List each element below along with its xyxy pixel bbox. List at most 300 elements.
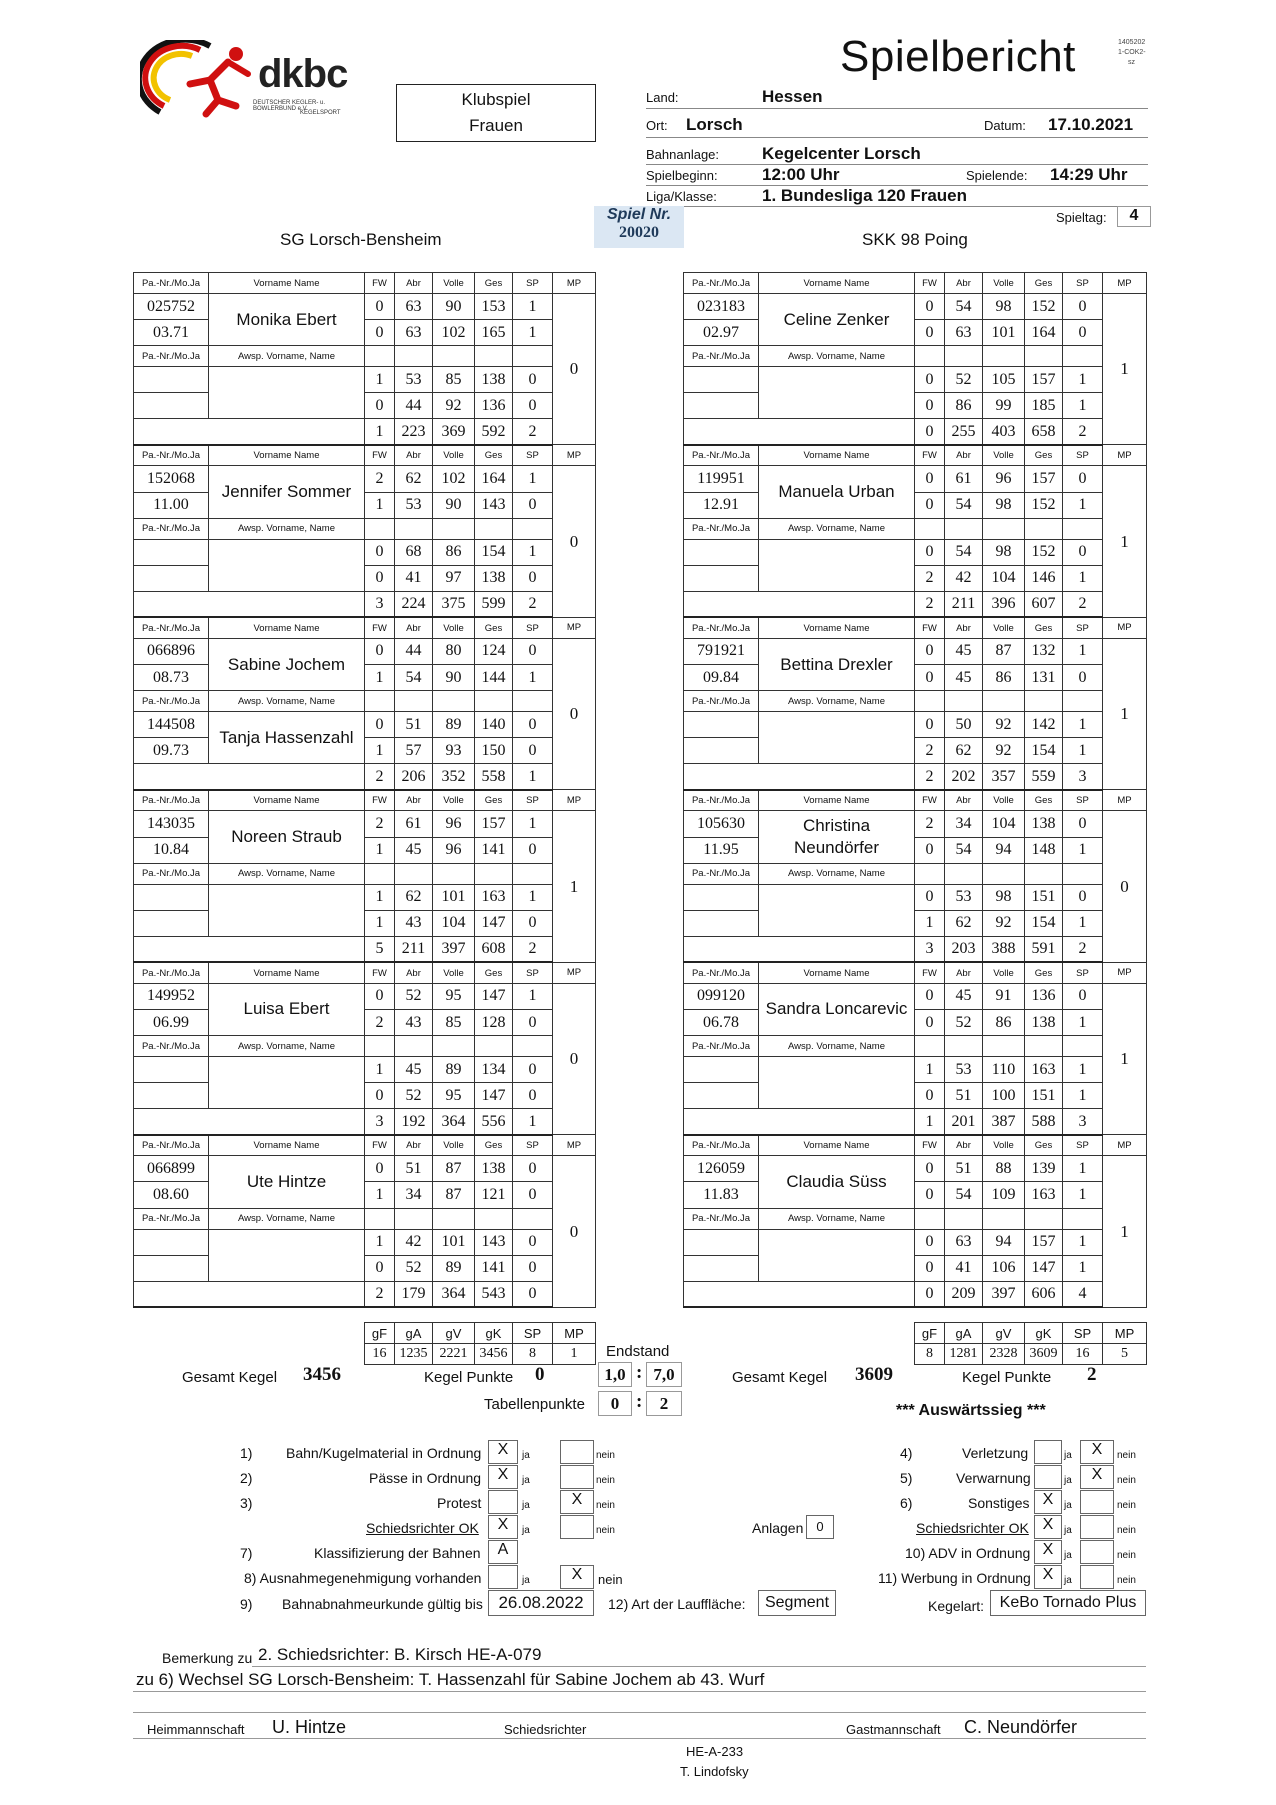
score-cell: 51 <box>395 712 433 738</box>
score-cell: 1 <box>1063 1255 1103 1281</box>
check-10-ja-box[interactable]: X <box>1034 1540 1062 1564</box>
total-cell: 599 <box>475 591 513 617</box>
ersatz-header-row <box>134 1208 596 1229</box>
score-cell: 1 <box>513 539 553 565</box>
vorname-header: Vorname Name <box>759 962 915 983</box>
endstand-home: 1,0 <box>598 1362 632 1387</box>
score-cell: 90 <box>433 665 475 691</box>
pa-nr-header: Pa.-Nr./Mo.Ja <box>684 790 759 811</box>
awsp-header: Awsp. Vorname, Name <box>209 518 365 539</box>
score-cell: 1 <box>1063 367 1103 393</box>
check-1-nein-box[interactable] <box>560 1440 594 1464</box>
empty-cell <box>945 1036 983 1057</box>
total-cell: 543 <box>475 1281 513 1307</box>
check-3-nein-box[interactable]: X <box>560 1490 594 1514</box>
check-2-ja-box[interactable]: X <box>488 1465 518 1489</box>
bahnabnahme-date[interactable]: 26.08.2022 <box>488 1590 594 1616</box>
score-cell: 98 <box>983 492 1025 518</box>
check-1-ja-box[interactable]: X <box>488 1440 518 1464</box>
score-cell: 138 <box>475 367 513 393</box>
col-header-fw: FW <box>915 790 945 811</box>
table-row <box>134 837 596 863</box>
ersatz-birth-month <box>684 1083 759 1109</box>
score-cell: 1 <box>1063 712 1103 738</box>
score-cell: 96 <box>983 466 1025 492</box>
empty-cell <box>915 1036 945 1057</box>
player-birth-month: 08.60 <box>134 1182 209 1208</box>
col-header-fw: FW <box>915 445 945 466</box>
table-row <box>134 884 596 910</box>
away-team-name: SKK 98 Poing <box>862 230 968 249</box>
player-name: Claudia Süss <box>759 1156 915 1208</box>
score-cell: 98 <box>983 539 1025 565</box>
bemerkung-line-2: zu 6) Wechsel SG Lorsch-Bensheim: T. Hassenzahl für Sabine Jochem ab 43. Wurf <box>136 1670 765 1689</box>
player-total-row <box>684 591 1147 617</box>
score-cell: 42 <box>395 1229 433 1255</box>
score-cell: 85 <box>433 367 475 393</box>
table-row <box>134 320 596 346</box>
score-cell: 2 <box>915 565 945 591</box>
spielzeit-row <box>646 164 1148 186</box>
pa-nr-header: Pa.-Nr./Mo.Ja <box>134 691 209 712</box>
table-row <box>134 1156 596 1182</box>
player-total-row <box>134 764 596 790</box>
ersatz-pa-nr <box>134 367 209 393</box>
score-cell: 1 <box>513 983 553 1009</box>
anlagen-value[interactable]: 0 <box>806 1515 834 1539</box>
score-cell: 157 <box>1025 367 1063 393</box>
bemerkung-label: Bemerkung zu <box>162 1650 253 1666</box>
total-cell: 211 <box>945 591 983 617</box>
total-cell: 224 <box>395 591 433 617</box>
player-mp: 1 <box>1103 983 1147 1134</box>
score-cell: 147 <box>475 910 513 936</box>
sr-ok-nein-box[interactable] <box>560 1515 594 1539</box>
table-row <box>684 665 1147 691</box>
ersatz-name <box>209 1229 365 1281</box>
vorname-header: Vorname Name <box>209 273 365 294</box>
schiedsrichter-name: T. Lindofsky <box>680 1764 749 1779</box>
score-cell: 1 <box>365 492 395 518</box>
ersatz-birth-month <box>684 910 759 936</box>
table-row <box>684 320 1147 346</box>
score-cell: 93 <box>433 738 475 764</box>
score-cell: 97 <box>433 565 475 591</box>
check-2-label: Pässe in Ordnung <box>369 1470 482 1486</box>
kegelart-value[interactable]: KeBo Tornado Plus <box>990 1590 1146 1616</box>
check-8-nein-box[interactable]: X <box>560 1565 594 1589</box>
empty-cell <box>513 346 553 367</box>
empty-cell <box>395 518 433 539</box>
page-title: Spielbericht <box>840 32 1076 81</box>
spiel-nr-value: 20020 <box>619 224 659 241</box>
score-cell: 0 <box>915 367 945 393</box>
spielbeginn-label: Spielbeginn: <box>646 168 718 183</box>
sr-ok-ja-box[interactable]: X <box>488 1515 518 1539</box>
score-cell: 0 <box>513 738 553 764</box>
score-cell: 131 <box>1025 665 1063 691</box>
totals-value: 2328 <box>983 1344 1025 1365</box>
check-2-nein-box[interactable] <box>560 1465 594 1489</box>
player-header-row <box>134 790 596 811</box>
total-cell: 588 <box>1025 1109 1063 1135</box>
score-cell: 62 <box>945 910 983 936</box>
tabellenpunkte-away: 2 <box>646 1391 682 1416</box>
empty-cell <box>395 863 433 884</box>
check-5-num: 5) <box>900 1470 913 1486</box>
score-cell: 0 <box>1063 466 1103 492</box>
score-cell: 148 <box>1025 837 1063 863</box>
ersatz-pa-nr <box>134 884 209 910</box>
player-name: Noreen Straub <box>209 811 365 863</box>
score-cell: 54 <box>945 539 983 565</box>
score-cell: 45 <box>945 983 983 1009</box>
col-header-mp: MP <box>1103 1135 1147 1156</box>
player-birth-month: 08.73 <box>134 665 209 691</box>
score-cell: 43 <box>395 1009 433 1035</box>
total-cell: 2 <box>915 764 945 790</box>
land-label: Land: <box>646 90 679 105</box>
player-birth-month: 06.99 <box>134 1009 209 1035</box>
col-header-mp: MP <box>1103 962 1147 983</box>
score-cell: 104 <box>983 565 1025 591</box>
check-2-num: 2) <box>240 1470 253 1486</box>
score-cell: 53 <box>395 367 433 393</box>
awsp-header: Awsp. Vorname, Name <box>209 863 365 884</box>
score-cell: 0 <box>365 539 395 565</box>
ersatz-pa-nr <box>134 1057 209 1083</box>
score-cell: 0 <box>513 1182 553 1208</box>
anlagen-label: Anlagen <box>752 1520 804 1536</box>
total-spacer <box>684 419 915 445</box>
total-spacer <box>684 591 915 617</box>
score-cell: 140 <box>475 712 513 738</box>
score-cell: 53 <box>945 884 983 910</box>
ja-label: ja <box>1064 1525 1072 1536</box>
sr-ok-2-ja-box[interactable]: X <box>1034 1515 1062 1539</box>
ersatz-name: Tanja Hassenzahl <box>209 712 365 764</box>
player-mp: 1 <box>1103 638 1147 789</box>
ersatz-pa-nr <box>684 1229 759 1255</box>
col-header-mp: MP <box>1103 273 1147 294</box>
total-spacer <box>684 1109 915 1135</box>
total-spacer <box>134 1281 365 1307</box>
total-cell: 2 <box>365 1281 395 1307</box>
home-player-table <box>133 272 596 1308</box>
total-cell: 2 <box>513 591 553 617</box>
col-header-sp: SP <box>1063 790 1103 811</box>
ersatz-header-row <box>134 863 596 884</box>
total-cell: 5 <box>365 936 395 962</box>
check-11-ja-box[interactable]: X <box>1034 1565 1062 1589</box>
awsp-header: Awsp. Vorname, Name <box>209 346 365 367</box>
liga-label: Liga/Klasse: <box>646 189 717 204</box>
ja-label: ja <box>522 1450 530 1461</box>
check-4-nein-box[interactable]: X <box>1080 1440 1114 1464</box>
tabellen-colon: : <box>636 1391 643 1412</box>
score-cell: 163 <box>475 884 513 910</box>
check-3-ja-box[interactable] <box>488 1490 518 1514</box>
totals-header-gk: gK <box>475 1323 513 1344</box>
score-cell: 52 <box>395 1255 433 1281</box>
heimmannschaft-label: Heimmannschaft <box>147 1722 245 1737</box>
total-cell: 206 <box>395 764 433 790</box>
check-5-nein-box[interactable]: X <box>1080 1465 1114 1489</box>
score-cell: 45 <box>945 638 983 664</box>
col-header-volle: Volle <box>433 445 475 466</box>
score-cell: 185 <box>1025 393 1063 419</box>
empty-cell <box>1063 1036 1103 1057</box>
pa-nr-header: Pa.-Nr./Mo.Ja <box>134 518 209 539</box>
player-pa-nr: 152068 <box>134 466 209 492</box>
score-cell: 89 <box>433 712 475 738</box>
total-cell: 592 <box>475 419 513 445</box>
vorname-header: Vorname Name <box>759 790 915 811</box>
score-cell: 1 <box>1063 1229 1103 1255</box>
score-cell: 94 <box>983 1229 1025 1255</box>
empty-cell <box>365 346 395 367</box>
score-cell: 101 <box>983 320 1025 346</box>
check-8-ja-box[interactable] <box>488 1565 518 1589</box>
score-cell: 89 <box>433 1255 475 1281</box>
score-cell: 0 <box>365 638 395 664</box>
pa-nr-header: Pa.-Nr./Mo.Ja <box>684 1036 759 1057</box>
check-6-ja-box[interactable]: X <box>1034 1490 1062 1514</box>
table-row <box>134 1057 596 1083</box>
total-cell: 387 <box>983 1109 1025 1135</box>
col-header-abr: Abr <box>945 790 983 811</box>
ersatz-pa-nr <box>684 1057 759 1083</box>
score-cell: 0 <box>915 665 945 691</box>
score-cell: 54 <box>945 294 983 320</box>
empty-cell <box>945 691 983 712</box>
player-pa-nr: 126059 <box>684 1156 759 1182</box>
score-cell: 1 <box>1063 910 1103 936</box>
player-pa-nr: 023183 <box>684 294 759 320</box>
score-cell: 136 <box>475 393 513 419</box>
ort-value: Lorsch <box>686 115 743 134</box>
check-5-ja-box[interactable] <box>1034 1465 1062 1489</box>
pa-nr-header: Pa.-Nr./Mo.Ja <box>134 617 209 638</box>
empty-cell <box>365 863 395 884</box>
score-cell: 0 <box>365 1255 395 1281</box>
table-row <box>684 1057 1147 1083</box>
awsp-header: Awsp. Vorname, Name <box>759 1208 915 1229</box>
spieltag-label: Spieltag: <box>1056 210 1107 225</box>
player-name: Monika Ebert <box>209 294 365 346</box>
player-birth-month: 06.78 <box>684 1009 759 1035</box>
score-cell: 61 <box>945 466 983 492</box>
ja-label: ja <box>1064 1575 1072 1586</box>
score-cell: 92 <box>983 712 1025 738</box>
score-cell: 1 <box>513 466 553 492</box>
col-header-abr: Abr <box>945 273 983 294</box>
score-cell: 0 <box>513 565 553 591</box>
player-header-row <box>134 445 596 466</box>
pa-nr-header: Pa.-Nr./Mo.Ja <box>684 691 759 712</box>
nein-label: nein <box>596 1500 615 1511</box>
col-header-volle: Volle <box>983 1135 1025 1156</box>
check-4-ja-box[interactable] <box>1034 1440 1062 1464</box>
bahnanlage-label: Bahnanlage: <box>646 147 720 162</box>
total-cell: 192 <box>395 1109 433 1135</box>
col-header-volle: Volle <box>433 1135 475 1156</box>
player-name: Celine Zenker <box>759 294 915 346</box>
total-cell: 397 <box>433 936 475 962</box>
score-cell: 52 <box>395 1083 433 1109</box>
player-birth-month: 09.84 <box>684 665 759 691</box>
player-total-row <box>684 419 1147 445</box>
bahnanlage-row <box>646 143 1148 165</box>
score-cell: 68 <box>395 539 433 565</box>
pa-nr-header: Pa.-Nr./Mo.Ja <box>684 346 759 367</box>
ja-label: ja <box>1064 1450 1072 1461</box>
pa-nr-header: Pa.-Nr./Mo.Ja <box>134 1036 209 1057</box>
score-cell: 45 <box>395 837 433 863</box>
check-11-nein-box[interactable] <box>1080 1565 1114 1589</box>
table-row <box>684 884 1147 910</box>
score-cell: 157 <box>1025 1229 1063 1255</box>
score-cell: 165 <box>475 320 513 346</box>
score-cell: 62 <box>395 884 433 910</box>
score-cell: 164 <box>475 466 513 492</box>
score-cell: 1 <box>1063 1083 1103 1109</box>
pa-nr-header: Pa.-Nr./Mo.Ja <box>684 1208 759 1229</box>
col-header-sp: SP <box>513 273 553 294</box>
total-cell: 591 <box>1025 936 1063 962</box>
ja-label: ja <box>1064 1475 1072 1486</box>
col-header-ges: Ges <box>1025 445 1063 466</box>
table-row <box>684 466 1147 492</box>
form-id-line: sz <box>1128 59 1135 66</box>
sr-ok-2-nein-box[interactable] <box>1080 1515 1114 1539</box>
empty-cell <box>983 1208 1025 1229</box>
col-header-sp: SP <box>513 617 553 638</box>
player-total-row <box>134 419 596 445</box>
score-cell: 138 <box>475 1156 513 1182</box>
empty-cell <box>395 1208 433 1229</box>
total-cell: 3 <box>365 1109 395 1135</box>
ersatz-name <box>759 539 915 591</box>
spielende-label: Spielende: <box>966 168 1028 183</box>
ort-label: Ort: <box>646 118 668 133</box>
score-cell: 95 <box>433 983 475 1009</box>
total-cell: 209 <box>945 1281 983 1307</box>
score-cell: 0 <box>1063 811 1103 837</box>
total-cell: 1 <box>513 764 553 790</box>
empty-cell <box>433 1208 475 1229</box>
score-cell: 138 <box>475 565 513 591</box>
liga-row <box>646 185 1148 207</box>
score-cell: 92 <box>433 393 475 419</box>
score-cell: 52 <box>945 367 983 393</box>
score-cell: 1 <box>1063 1057 1103 1083</box>
empty-cell <box>513 691 553 712</box>
check-6-nein-box[interactable] <box>1080 1490 1114 1514</box>
totals-value-row <box>365 1344 596 1365</box>
score-cell: 164 <box>1025 320 1063 346</box>
col-header-fw: FW <box>365 1135 395 1156</box>
check-10-nein-box[interactable] <box>1080 1540 1114 1564</box>
klassifizierung-value[interactable]: A <box>488 1540 518 1564</box>
score-cell: 154 <box>1025 738 1063 764</box>
kegelart-label: Kegelart: <box>928 1598 985 1614</box>
pa-nr-header: Pa.-Nr./Mo.Ja <box>684 962 759 983</box>
score-cell: 2 <box>365 1009 395 1035</box>
col-header-sp: SP <box>1063 617 1103 638</box>
empty-cell <box>915 863 945 884</box>
col-header-fw: FW <box>365 445 395 466</box>
col-header-ges: Ges <box>475 962 513 983</box>
totals-value: 16 <box>1063 1344 1103 1365</box>
tabellenpunkte-home: 0 <box>598 1391 632 1416</box>
score-cell: 62 <box>395 466 433 492</box>
ja-label: ja <box>522 1525 530 1536</box>
col-header-mp: MP <box>553 273 596 294</box>
gastmannschaft-signature: C. Neundörfer <box>964 1717 1078 1737</box>
total-cell: 1 <box>915 1109 945 1135</box>
player-name: Sandra Loncarevic <box>759 983 915 1035</box>
score-cell: 53 <box>395 492 433 518</box>
home-team-name: SG Lorsch-Bensheim <box>280 230 442 249</box>
player-pa-nr: 066896 <box>134 638 209 664</box>
player-mp: 0 <box>553 294 596 445</box>
totals-value-row <box>915 1344 1147 1365</box>
col-header-volle: Volle <box>983 617 1025 638</box>
empty-cell <box>475 346 513 367</box>
ersatz-birth-month <box>134 1255 209 1281</box>
form-id-line: 1405202 <box>1118 39 1146 46</box>
table-row <box>134 393 596 419</box>
ersatz-header-row <box>134 518 596 539</box>
empty-cell <box>1063 518 1103 539</box>
ja-label: ja <box>1064 1500 1072 1511</box>
score-cell: 44 <box>395 638 433 664</box>
score-cell: 0 <box>1063 884 1103 910</box>
table-row <box>684 1083 1147 1109</box>
empty-cell <box>475 1036 513 1057</box>
ersatz-pa-nr: 144508 <box>134 712 209 738</box>
endstand-colon: : <box>636 1362 643 1383</box>
player-mp: 1 <box>1103 294 1147 445</box>
score-cell: 86 <box>945 393 983 419</box>
empty-cell <box>513 1208 553 1229</box>
ersatz-birth-month <box>134 565 209 591</box>
ersatz-name <box>209 367 365 419</box>
check-9-label: Bahnabnahmeurkunde gültig bis <box>282 1596 483 1612</box>
score-cell: 92 <box>983 910 1025 936</box>
player-birth-month: 12.91 <box>684 492 759 518</box>
score-cell: 0 <box>513 837 553 863</box>
score-cell: 102 <box>433 466 475 492</box>
ersatz-birth-month <box>134 393 209 419</box>
score-cell: 1 <box>1063 492 1103 518</box>
col-header-fw: FW <box>915 1135 945 1156</box>
col-header-fw: FW <box>915 962 945 983</box>
empty-cell <box>513 518 553 539</box>
col-header-mp: MP <box>1103 790 1147 811</box>
divider <box>133 1738 1146 1739</box>
score-cell: 0 <box>365 712 395 738</box>
table-row <box>134 738 596 764</box>
empty-cell <box>475 1208 513 1229</box>
table-row <box>134 466 596 492</box>
col-header-volle: Volle <box>433 962 475 983</box>
total-cell: 1 <box>513 1109 553 1135</box>
lauffläche-value[interactable]: Segment <box>758 1590 836 1616</box>
score-cell: 34 <box>395 1182 433 1208</box>
check-5-label: Verwarnung <box>956 1470 1031 1486</box>
